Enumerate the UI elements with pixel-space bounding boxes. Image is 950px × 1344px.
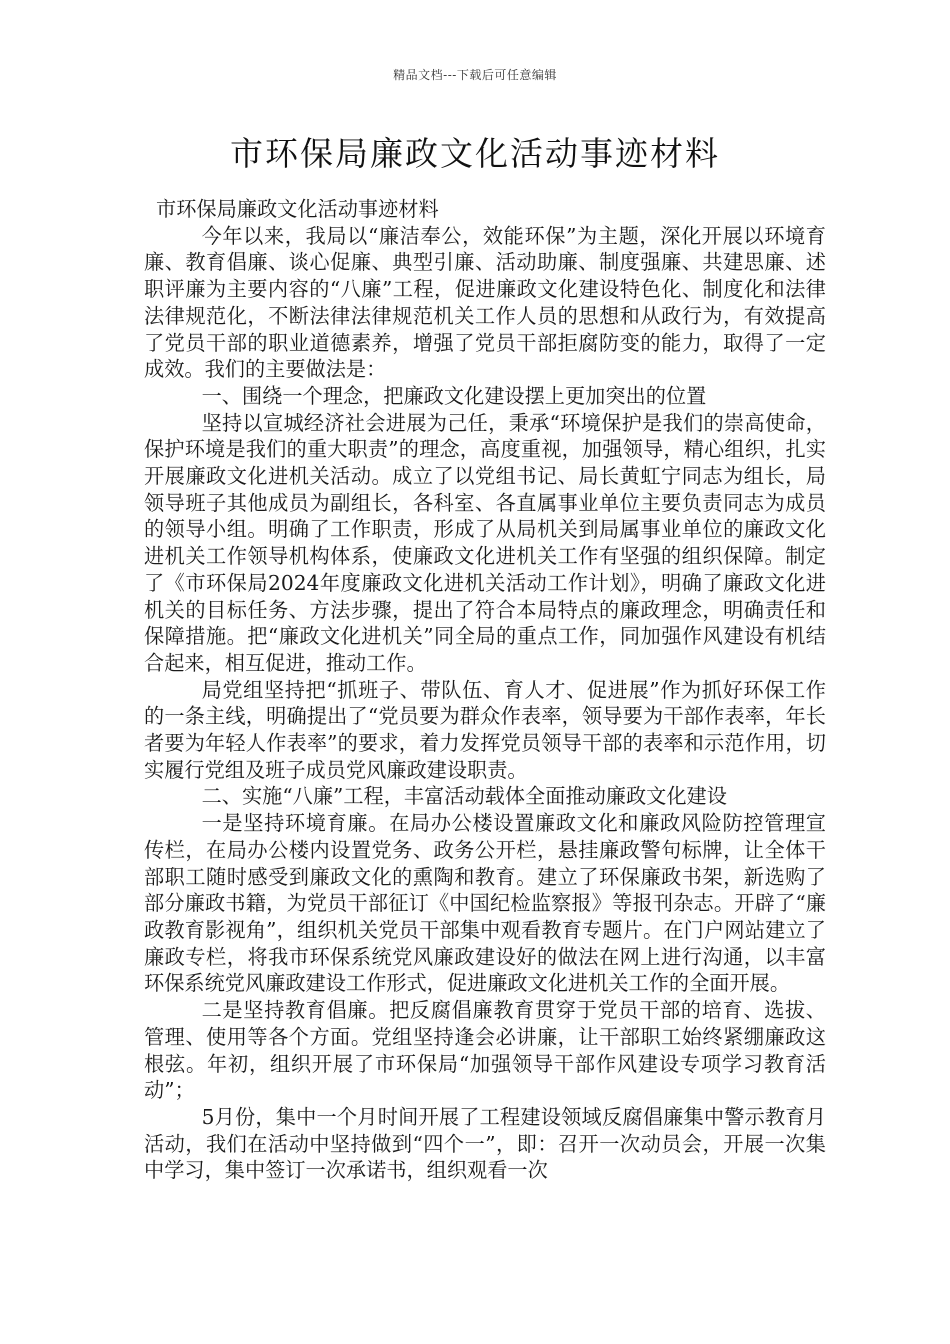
header-note: 精品文档---下载后可任意编辑 xyxy=(393,68,557,82)
body-heading: 市环保局廉政文化活动事迹材料 xyxy=(156,197,439,221)
document-body xyxy=(144,196,826,1184)
paragraph-intro: 今年以来，我局以“廉洁奉公，效能环保”为主题，深化开展以环境育廉、教育倡廉、谈心促廉、典型引廉、活动助廉、制度强廉、共建思廉、述职评廉为主要内容的“八廉”工程，促进廉政文化建设特色化、制度化和法律法律规范化，不断法律法律规范机关工作人员的思想和从政行为，有效提高了党员干部的职业道德素养，增强了党员干部拒腐防变的能力，取得了一定成效。我们的主要做法是： xyxy=(144,223,826,382)
paragraph-party-group: 局党组坚持把“抓班子、带队伍、育人才、促进展”作为抓好环保工作的一条主线，明确提出了“党员要为群众作表率，领导要为干部作表率，年长者要为年轻人作表率”的要求，着力发挥党员领导干部的表率和示范作用，切实履行党组及班子成员党风廉政建设职责。 xyxy=(144,677,826,782)
paragraph-environment: 一是坚持环境育廉。在局办公楼设置廉政文化和廉政风险防控管理宣传栏，在局办公楼内设置党务、政务公开栏，悬挂廉政警句标牌，让全体干部职工随时感受到廉政文化的熏陶和教育。建立了环保廉政书架，新选购了部分廉政书籍，为党员干部征订《中国纪检监察报》等报刊杂志。开辟了“廉政教育影视角”，组织机关党员干部集中观看教育专题片。在门户网站建立了廉政专栏，将我市环保系统党风廉政建设好的做法在网上进行沟通，以丰富环保系统党风廉政建设工作形式，促进廉政文化进机关工作的全面开展。 xyxy=(144,811,826,996)
section-heading-2: 二、实施“八廉”工程，丰富活动载体全面推动廉政文化建设 xyxy=(201,784,727,809)
document-title: 市环保局廉政文化活动事迹材料 xyxy=(230,134,720,173)
paragraph-education: 二是坚持教育倡廉。把反腐倡廉教育贯穿于党员干部的培育、选拔、管理、使用等各个方面。党组坚持逢会必讲廉，让干部职工始终紧绷廉政这根弦。年初，组织开展了市环保局“加强领导干部作风建设专项学习教育活动”； xyxy=(144,998,826,1103)
section-heading-1: 一、围绕一个理念，把廉政文化建设摆上更加突出的位置 xyxy=(201,383,707,408)
paragraph-leadership: 坚持以宣城经济社会进展为己任，秉承“环境保护是我们的崇高使命，保护环境是我们的重大职责”的理念，高度重视，加强领导，精心组织，扎实开展廉政文化进机关活动。成立了以党组书记、局长黄虹宁同志为组长，局领导班子其他成员为副组长，各科室、各直属事业单位主要负责同志为成员的领导小组。明确了工作职责，形成了从局机关到局属事业单位的廉政文化进机关工作领导机构体系，使廉政文化进机关工作有坚强的组织保障。制定了《市环保局2024年度廉政文化进机关活动工作计划》，明确了廉政文化进机关的目标任务、方法步骤，提出了符合本局特点的廉政理念，明确责任和保障措施。把“廉政文化进机关”同全局的重点工作，同加强作风建设有机结合起来，相互促进，推动工作。 xyxy=(144,410,826,675)
paragraph-may-activity: 5月份，集中一个月时间开展了工程建设领域反腐倡廉集中警示教育月活动，我们在活动中坚持做到“四个一”，即：召开一次动员会，开展一次集中学习，集中签订一次承诺书，组织观看一次 xyxy=(144,1104,826,1183)
